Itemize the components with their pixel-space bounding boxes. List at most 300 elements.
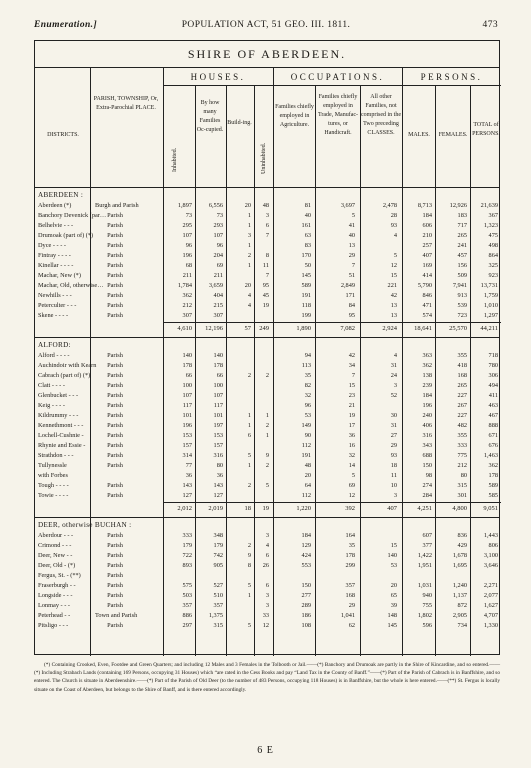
row-place-type: Parish — [107, 302, 123, 309]
cell-other: 20 — [390, 582, 397, 589]
cell-females: 2,905 — [452, 612, 467, 619]
cell-males: 240 — [422, 412, 432, 419]
row-place-type: Parish — [107, 402, 123, 409]
col-total: TOTAL of PERSONS. — [472, 122, 500, 137]
cell-other: 30 — [390, 412, 397, 419]
cell-building: 4 — [247, 302, 251, 309]
cell-agriculture: 113 — [301, 362, 311, 369]
cell-total: 923 — [488, 272, 498, 279]
cell-families: 107 — [213, 392, 223, 399]
cell-females: 482 — [457, 422, 467, 429]
cell-uninhabited: 5 — [265, 482, 269, 489]
cell-families: 527 — [213, 582, 223, 589]
cell-males: 606 — [422, 222, 432, 229]
cell-females: 723 — [457, 312, 467, 319]
cell-inhabited: 101 — [182, 412, 192, 419]
cell-females: 12,926 — [449, 202, 467, 209]
cell-males: 150 — [422, 462, 432, 469]
cell-trade: 299 — [345, 562, 355, 569]
cell-families: 36 — [216, 472, 223, 479]
cell-males: 343 — [422, 442, 432, 449]
cell-families: 1,375 — [208, 612, 223, 619]
cell-agriculture: 82 — [304, 382, 311, 389]
cell-trade: 3,697 — [340, 202, 355, 209]
cell-females: 836 — [457, 532, 467, 539]
table-row — [35, 281, 501, 290]
cell-males: 8,713 — [417, 202, 432, 209]
subtotal-trade: 392 — [345, 505, 355, 512]
cell-agriculture: 20 — [304, 472, 311, 479]
table-row — [35, 211, 501, 220]
cell-families: 6,556 — [208, 202, 223, 209]
cell-other: 11 — [390, 472, 397, 479]
cell-agriculture: 589 — [301, 282, 311, 289]
cell-other: 140 — [387, 552, 397, 559]
table-row — [35, 611, 501, 620]
cell-inhabited: 886 — [182, 612, 192, 619]
cell-females: 265 — [457, 232, 467, 239]
cell-total: 494 — [488, 382, 498, 389]
cell-trade: 29 — [348, 602, 355, 609]
subtotal-total: 9,051 — [483, 505, 498, 512]
cell-trade: 1,041 — [340, 612, 355, 619]
cell-trade: 14 — [348, 462, 355, 469]
cell-families: 215 — [213, 302, 223, 309]
cell-other: 31 — [390, 362, 397, 369]
cell-families: 357 — [213, 602, 223, 609]
cell-total: 1,443 — [483, 532, 498, 539]
cell-inhabited: 96 — [185, 242, 192, 249]
cell-males: 406 — [422, 422, 432, 429]
row-place-type: Parish — [107, 492, 123, 499]
col-building: Build-ing. — [227, 120, 252, 126]
cell-inhabited: 77 — [185, 462, 192, 469]
cell-other: 10 — [390, 482, 397, 489]
cell-families: 140 — [213, 352, 223, 359]
cell-total: 475 — [488, 232, 498, 239]
cell-other: 27 — [390, 432, 397, 439]
table-row — [35, 621, 501, 630]
cell-agriculture: 81 — [304, 202, 311, 209]
cell-males: 210 — [422, 232, 432, 239]
row-place-name: Kennethmont - - - — [38, 422, 84, 429]
cell-agriculture: 64 — [304, 482, 311, 489]
cell-males: 274 — [422, 482, 432, 489]
cell-inhabited: 297 — [182, 622, 192, 629]
row-place-type: Parish — [107, 352, 123, 359]
cell-trade: 171 — [345, 292, 355, 299]
cell-families: 293 — [213, 222, 223, 229]
cell-females: 265 — [457, 382, 467, 389]
subtotal-families: 2,019 — [208, 505, 223, 512]
cell-building: 5 — [247, 452, 251, 459]
cell-agriculture: 191 — [301, 452, 311, 459]
row-place-type: Parish — [107, 482, 123, 489]
cell-other: 42 — [390, 292, 397, 299]
cell-males: 169 — [422, 262, 432, 269]
cell-females: 241 — [457, 242, 467, 249]
row-place-name: Auchindoir with Kearn — [38, 362, 97, 369]
cell-agriculture: 112 — [301, 442, 311, 449]
cell-total: 306 — [488, 372, 498, 379]
cell-trade: 17 — [348, 422, 355, 429]
cell-agriculture: 83 — [304, 242, 311, 249]
cell-females: 1,240 — [452, 582, 467, 589]
cell-trade: 21 — [348, 402, 355, 409]
subtotal-inhabited: 2,012 — [177, 505, 192, 512]
cell-inhabited: 212 — [182, 302, 192, 309]
cell-building: 9 — [247, 552, 251, 559]
cell-inhabited: 140 — [182, 352, 192, 359]
row-place-name: Machar, Old, otherwise… — [38, 282, 104, 289]
cell-agriculture: 289 — [301, 602, 311, 609]
table-row — [35, 231, 501, 240]
cell-building: 1 — [247, 212, 251, 219]
cell-other: 15 — [390, 542, 397, 549]
cell-other: 3 — [393, 492, 397, 499]
table-row — [35, 461, 501, 470]
cell-other: 18 — [390, 462, 397, 469]
group-occupations: OCCUPATIONS. — [290, 72, 385, 82]
cell-total: 589 — [488, 482, 498, 489]
row-place-type: Parish — [107, 242, 123, 249]
cell-trade: 178 — [345, 552, 355, 559]
cell-total: 1,010 — [483, 302, 498, 309]
cell-agriculture: 108 — [301, 622, 311, 629]
table-row — [35, 221, 501, 230]
cell-total: 2,271 — [483, 582, 498, 589]
col-inhabited: Inhabited. — [172, 147, 178, 172]
cell-females: 418 — [457, 362, 467, 369]
cell-building: 2 — [247, 482, 251, 489]
row-place-name: Alford - - - - — [38, 352, 70, 359]
cell-uninhabited: 6 — [265, 222, 269, 229]
col-agriculture: Families chiefly employed in Agriculture. — [275, 104, 314, 128]
table-row — [35, 571, 501, 580]
cell-building: 2 — [247, 252, 251, 259]
cell-females: 872 — [457, 602, 467, 609]
col-females: FEMALES. — [438, 132, 468, 138]
cell-trade: 12 — [348, 492, 355, 499]
cell-trade: 29 — [348, 252, 355, 259]
table-row — [35, 411, 501, 420]
table-row — [35, 371, 501, 380]
cell-families: 107 — [213, 232, 223, 239]
subtotal-other: 2,924 — [382, 325, 397, 332]
cell-families: 80 — [216, 462, 223, 469]
cell-families: 211 — [213, 272, 223, 279]
cell-total: 780 — [488, 362, 498, 369]
cell-agriculture: 40 — [304, 212, 311, 219]
section-heading: DEER, otherwise BUCHAN : — [38, 521, 132, 529]
row-place-name: Banchory Devenick (par… — [38, 212, 107, 219]
cell-building: 20 — [244, 202, 251, 209]
row-place-type: Parish — [107, 532, 123, 539]
row-place-name: Rhynie and Essie - — [38, 442, 86, 449]
cell-other: 13 — [390, 312, 397, 319]
row-place-type: Parish — [107, 602, 123, 609]
col-families: By how many Families Oc-cupied. — [196, 100, 224, 133]
cell-females: 1,137 — [452, 592, 467, 599]
cell-males: 5,790 — [417, 282, 432, 289]
subtotal-inhabited: 4,610 — [177, 325, 192, 332]
cell-females: 1,678 — [452, 552, 467, 559]
cell-total: 806 — [488, 542, 498, 549]
table-row — [35, 381, 501, 390]
cell-inhabited: 295 — [182, 222, 192, 229]
table-row — [35, 481, 501, 490]
cell-agriculture: 90 — [304, 432, 311, 439]
cell-inhabited: 66 — [185, 372, 192, 379]
section-rule — [35, 337, 499, 338]
cell-agriculture: 277 — [301, 592, 311, 599]
cell-other: 65 — [390, 592, 397, 599]
cell-uninhabited: 7 — [265, 232, 269, 239]
cell-agriculture: 184 — [301, 532, 311, 539]
cell-total: 367 — [488, 212, 498, 219]
row-place-type: Parish — [107, 382, 123, 389]
cell-uninhabited: 11 — [262, 262, 269, 269]
cell-inhabited: 73 — [185, 212, 192, 219]
cell-total: 467 — [488, 412, 498, 419]
row-place-name: Longside - - - — [38, 592, 73, 599]
row-place-name: Fraserburgh - - — [38, 582, 76, 589]
col-males: MALES. — [408, 132, 430, 138]
cell-females: 183 — [457, 212, 467, 219]
row-place-type: Parish — [107, 292, 123, 299]
cell-other: 39 — [390, 602, 397, 609]
cell-males: 138 — [422, 372, 432, 379]
cell-trade: 95 — [348, 312, 355, 319]
group-rule — [163, 85, 501, 86]
cell-building: 1 — [247, 412, 251, 419]
cell-trade: 7 — [351, 262, 355, 269]
subtotal-females: 25,570 — [449, 325, 467, 332]
cell-building: 1 — [247, 242, 251, 249]
cell-agriculture: 186 — [301, 612, 311, 619]
row-place-name: Strathdon - - - — [38, 452, 74, 459]
cell-inhabited: 100 — [182, 382, 192, 389]
cell-families: 69 — [216, 262, 223, 269]
row-place-type: Parish — [107, 422, 123, 429]
cell-total: 671 — [488, 432, 498, 439]
cell-trade: 41 — [348, 222, 355, 229]
row-place-type: Parish — [107, 262, 123, 269]
cell-uninhabited: 6 — [265, 552, 269, 559]
row-place-type: Parish — [107, 312, 123, 319]
cell-uninhabited: 8 — [265, 252, 269, 259]
cell-agriculture: 149 — [301, 422, 311, 429]
row-place-name: Peterhead - - — [38, 612, 71, 619]
cell-inhabited: 196 — [182, 252, 192, 259]
row-place-name: Pitsligo - - - — [38, 622, 69, 629]
cell-total: 1,323 — [483, 222, 498, 229]
cell-total: 3,100 — [483, 552, 498, 559]
cell-families: 157 — [213, 442, 223, 449]
cell-males: 316 — [422, 432, 432, 439]
table-row — [35, 201, 501, 210]
subtotal-row — [35, 323, 501, 335]
cell-families: 117 — [213, 402, 223, 409]
section-rule — [35, 517, 499, 518]
cell-males: 257 — [422, 242, 432, 249]
row-place-name: Lonmay - - - — [38, 602, 70, 609]
table-row — [35, 541, 501, 550]
cell-inhabited: 157 — [182, 442, 192, 449]
row-place-type: Parish — [107, 222, 123, 229]
cell-trade: 5 — [351, 472, 355, 479]
cell-building: 3 — [247, 232, 251, 239]
subtotal-trade: 7,082 — [340, 325, 355, 332]
cell-trade: 84 — [348, 302, 355, 309]
cell-total: 1,297 — [483, 312, 498, 319]
row-place-name: Fintray - - - - — [38, 252, 71, 259]
cell-inhabited: 1,784 — [177, 282, 192, 289]
cell-males: 407 — [422, 252, 432, 259]
cell-inhabited: 36 — [185, 472, 192, 479]
cell-uninhabited: 3 — [265, 212, 269, 219]
cell-inhabited: 178 — [182, 362, 192, 369]
cell-trade: 32 — [348, 452, 355, 459]
cell-uninhabited: 2 — [265, 462, 269, 469]
table-row — [35, 601, 501, 610]
cell-uninhabited: 26 — [262, 562, 269, 569]
subtotal-building: 57 — [244, 325, 251, 332]
cell-other: 4 — [393, 352, 397, 359]
cell-inhabited: 196 — [182, 422, 192, 429]
subtotal-total: 44,211 — [480, 325, 498, 332]
cell-males: 363 — [422, 352, 432, 359]
table-row — [35, 251, 501, 260]
cell-males: 940 — [422, 592, 432, 599]
cell-agriculture: 53 — [304, 412, 311, 419]
table-row — [35, 531, 501, 540]
cell-females: 775 — [457, 452, 467, 459]
cell-uninhabited: 7 — [265, 272, 269, 279]
row-place-name: Belhelvie - - - — [38, 222, 74, 229]
cell-families: 404 — [213, 292, 223, 299]
row-place-name: Lochell-Cushnie - — [38, 432, 84, 439]
cell-males: 755 — [422, 602, 432, 609]
cell-uninhabited: 3 — [265, 592, 269, 599]
cell-other: 52 — [390, 392, 397, 399]
table-row — [35, 591, 501, 600]
cell-agriculture: 63 — [304, 232, 311, 239]
cell-total: 888 — [488, 422, 498, 429]
cell-inhabited: 314 — [182, 452, 192, 459]
cell-males: 184 — [422, 392, 432, 399]
cell-building: 5 — [247, 582, 251, 589]
cell-agriculture: 170 — [301, 252, 311, 259]
cell-total: 585 — [488, 492, 498, 499]
cell-uninhabited: 12 — [262, 622, 269, 629]
cell-uninhabited: 1 — [265, 432, 269, 439]
row-place-type: Parish — [107, 272, 123, 279]
cell-agriculture: 553 — [301, 562, 311, 569]
row-place-type: Parish — [107, 452, 123, 459]
row-place-type: Parish — [107, 622, 123, 629]
cell-trade: 357 — [345, 582, 355, 589]
cell-families: 143 — [213, 482, 223, 489]
row-place-name: Drumoak (part of) (*) — [38, 232, 94, 239]
cell-trade: 36 — [348, 432, 355, 439]
cell-total: 718 — [488, 352, 498, 359]
cell-inhabited: 333 — [182, 532, 192, 539]
cell-agriculture: 118 — [301, 302, 311, 309]
cell-other: 3 — [393, 382, 397, 389]
row-place-type: Town and Parish — [95, 612, 138, 619]
row-place-name: Deer, Old - (*) — [38, 562, 76, 569]
cell-families: 73 — [216, 212, 223, 219]
cell-males: 362 — [422, 362, 432, 369]
cell-males: 688 — [422, 452, 432, 459]
row-place-type: Parish — [107, 372, 123, 379]
cell-agriculture: 424 — [301, 552, 311, 559]
cell-females: 315 — [457, 482, 467, 489]
cell-inhabited: 1,897 — [177, 202, 192, 209]
cell-trade: 7 — [351, 372, 355, 379]
subtotal-row — [35, 503, 501, 515]
cell-inhabited: 68 — [185, 262, 192, 269]
row-place-type: Parish — [107, 542, 123, 549]
cell-males: 184 — [422, 212, 432, 219]
row-place-type: Parish — [107, 442, 123, 449]
population-table — [34, 40, 500, 655]
cell-males: 846 — [422, 292, 432, 299]
cell-males: 1,951 — [417, 562, 432, 569]
header-center: POPULATION ACT, 51 GEO. III. 1811. — [181, 20, 351, 30]
cell-building: 20 — [244, 282, 251, 289]
cell-trade: 23 — [348, 392, 355, 399]
cell-families: 66 — [216, 372, 223, 379]
cell-females: 1,695 — [452, 562, 467, 569]
cell-males: 98 — [425, 472, 432, 479]
cell-other: 5 — [393, 252, 397, 259]
cell-total: 498 — [488, 242, 498, 249]
cell-uninhabited: 4 — [265, 542, 269, 549]
cell-females: 429 — [457, 542, 467, 549]
cell-other: 93 — [390, 452, 397, 459]
cell-other: 31 — [390, 422, 397, 429]
cell-families: 127 — [213, 492, 223, 499]
cell-other: 145 — [387, 622, 397, 629]
cell-trade: 2,849 — [340, 282, 355, 289]
cell-females: 168 — [457, 372, 467, 379]
cell-families: 3,659 — [208, 282, 223, 289]
cell-families: 742 — [213, 552, 223, 559]
row-place-name: Dyce - - - - — [38, 242, 66, 249]
cell-other: 12 — [390, 262, 397, 269]
cell-agriculture: 32 — [304, 392, 311, 399]
table-row — [35, 401, 501, 410]
cell-inhabited: 117 — [182, 402, 192, 409]
cell-males: 284 — [422, 492, 432, 499]
cell-total: 1,463 — [483, 452, 498, 459]
table-row — [35, 241, 501, 250]
cell-trade: 13 — [348, 242, 355, 249]
cell-other: 2,478 — [382, 202, 397, 209]
cell-total: 411 — [488, 392, 498, 399]
col-parish: PARISH, TOWNSHIP, Or, Extra-Parochial PLACE. — [93, 96, 159, 111]
cell-other: 4 — [393, 232, 397, 239]
cell-agriculture: 112 — [301, 492, 311, 499]
row-place-name: Deer, New - - — [38, 552, 73, 559]
row-place-type: Burgh and Parish — [95, 202, 139, 209]
row-place-type: Parish — [107, 392, 123, 399]
cell-total: 325 — [488, 262, 498, 269]
cell-inhabited: 127 — [182, 492, 192, 499]
cell-trade: 164 — [345, 532, 355, 539]
